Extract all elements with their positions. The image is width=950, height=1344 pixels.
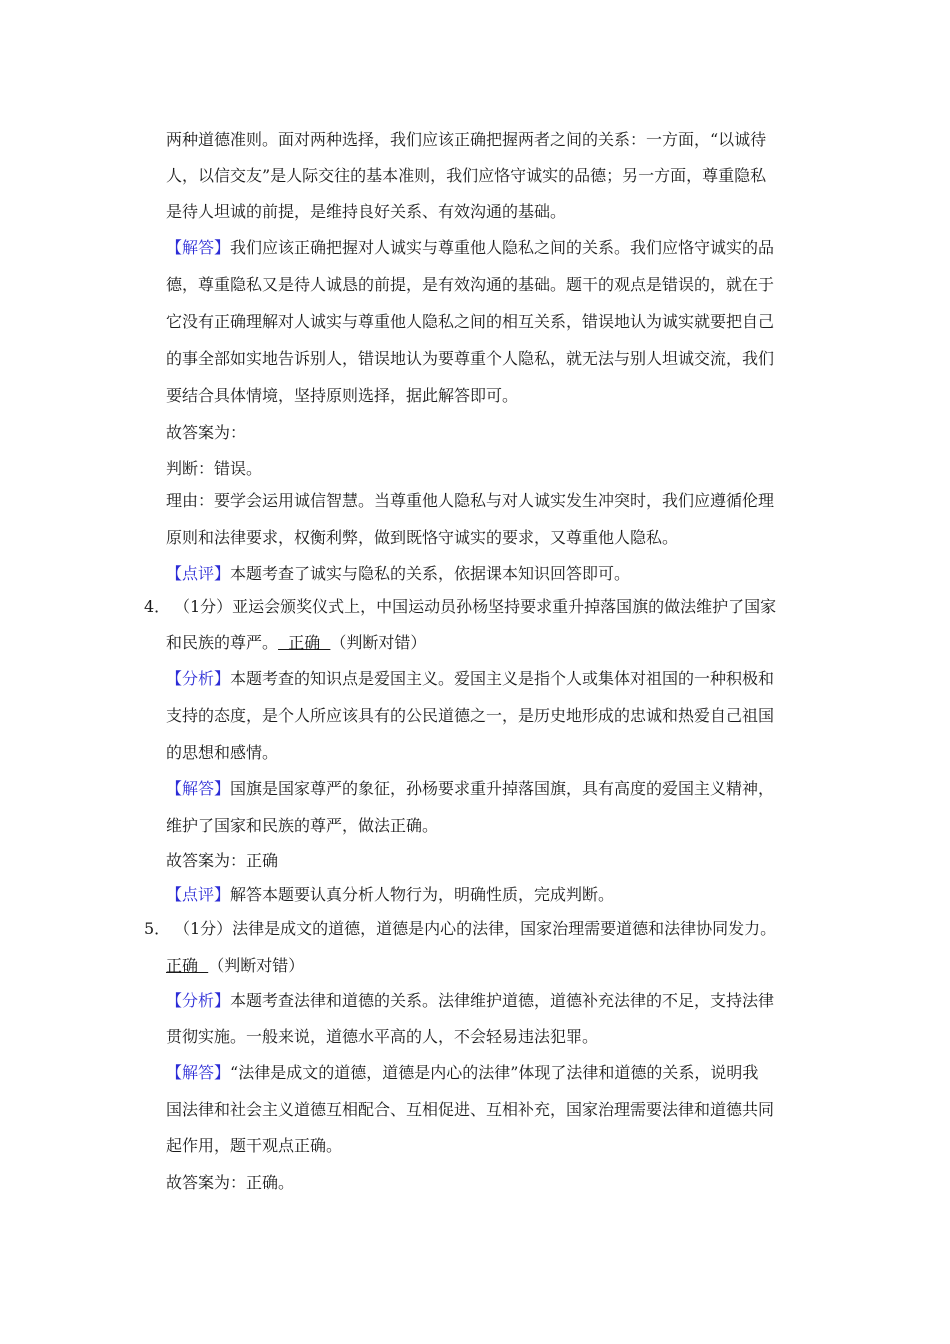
text-line: 的思想和感情。 bbox=[166, 743, 279, 762]
comment-paragraph bbox=[166, 564, 630, 584]
comment-text: 解答本题要认真分析人物行为，明确性质，完成判断。 bbox=[230, 885, 615, 904]
text-line: 国法律和社会主义道德互相配合、互相促进、互相补充，国家治理需要法律和道德共同 bbox=[166, 1100, 775, 1119]
text-line: 维护了国家和民族的尊严，做法正确。 bbox=[166, 816, 439, 835]
answer-text: 我们应该正确把握对人诚实与尊重他人隐私之间的关系。我们应恪守诚实的品 bbox=[230, 238, 775, 257]
so-answer: 故答案为： bbox=[166, 423, 247, 442]
reason-line: 理由：要学会运用诚信智慧。当尊重他人隐私与对人诚实发生冲突时，我们应遵循伦理 bbox=[166, 491, 775, 510]
analysis-paragraph bbox=[166, 669, 774, 689]
answer-tag: 【解答】 bbox=[166, 1063, 231, 1082]
judge-hint: （判断对错） bbox=[330, 633, 427, 652]
question-text-part: 和民族的尊严。 bbox=[166, 633, 279, 652]
comment-tag: 【点评】 bbox=[166, 564, 231, 583]
text-line: 是待人坦诚的前提，是维持良好关系、有效沟通的基础。 bbox=[166, 202, 567, 221]
question-number: 4． bbox=[144, 597, 171, 616]
question-text bbox=[166, 633, 426, 653]
comment-tag: 【点评】 bbox=[166, 885, 231, 904]
comment-paragraph bbox=[166, 885, 614, 905]
question-text: （1分）法律是成文的道德，道德是内心的法律，国家治理需要道德和法律协同发力。 bbox=[174, 919, 777, 938]
answer-paragraph bbox=[166, 779, 774, 799]
answer-paragraph bbox=[166, 238, 774, 258]
question-text: （1分）亚运会颁奖仪式上，中国运动员孙杨坚持要求重升掉落国旗的做法维护了国家 bbox=[174, 597, 777, 616]
so-answer: 故答案为：正确 bbox=[166, 851, 279, 870]
text-line: 要结合具体情境，坚持原则选择，据此解答即可。 bbox=[166, 386, 519, 405]
answer-blank: 正确 bbox=[166, 956, 209, 975]
comment-text: 本题考查了诚实与隐私的关系，依据课本知识回答即可。 bbox=[230, 564, 631, 583]
answer-tag: 【解答】 bbox=[166, 238, 231, 257]
text-line: 起作用，题干观点正确。 bbox=[166, 1136, 343, 1155]
text-line: 德，尊重隐私又是待人诚恳的前提，是有效沟通的基础。题干的观点是错误的，就在于 bbox=[166, 275, 775, 294]
judge-line: 判断：错误。 bbox=[166, 459, 263, 478]
reason-line: 原则和法律要求，权衡利弊，做到既恪守诚实的要求，又尊重他人隐私。 bbox=[166, 528, 679, 547]
judge-hint: （判断对错） bbox=[208, 956, 305, 975]
text-line: 两种道德准则。面对两种选择，我们应该正确把握两者之间的关系：一方面，“以诚待 bbox=[166, 130, 767, 149]
so-answer: 故答案为：正确。 bbox=[166, 1173, 295, 1192]
question-text bbox=[166, 956, 304, 976]
analysis-tag: 【分析】 bbox=[166, 991, 231, 1010]
text-line: 的事全部如实地告诉别人，错误地认为要尊重个人隐私，就无法与别人坦诚交流，我们 bbox=[166, 349, 775, 368]
question-number: 5． bbox=[144, 919, 171, 938]
analysis-text: 本题考查法律和道德的关系。法律维护道德，道德补充法律的不足，支持法律 bbox=[230, 991, 775, 1010]
text-line: 支持的态度，是个人所应该具有的公民道德之一，是历史地形成的忠诚和热爱自己祖国 bbox=[166, 706, 775, 725]
analysis-tag: 【分析】 bbox=[166, 669, 231, 688]
analysis-text: 本题考查的知识点是爱国主义。爱国主义是指个人或集体对祖国的一种积极和 bbox=[230, 669, 775, 688]
text-line: 它没有正确理解对人诚实与尊重他人隐私之间的相互关系，错误地认为诚实就要把自己 bbox=[166, 312, 775, 331]
text-line: 人，以信交友”是人际交往的基本准则，我们应恪守诚实的品德；另一方面，尊重隐私 bbox=[166, 166, 767, 185]
answer-paragraph bbox=[166, 1063, 758, 1083]
analysis-paragraph bbox=[166, 991, 774, 1011]
answer-text: 国旗是国家尊严的象征，孙杨要求重升掉落国旗，具有高度的爱国主义精神， bbox=[230, 779, 775, 798]
answer-tag: 【解答】 bbox=[166, 779, 231, 798]
answer-text: “法律是成文的道德，道德是内心的法律”体现了法律和道德的关系，说明我 bbox=[230, 1063, 759, 1082]
text-line: 贯彻实施。一般来说，道德水平高的人，不会轻易违法犯罪。 bbox=[166, 1027, 599, 1046]
answer-blank: 正确 bbox=[278, 633, 331, 652]
